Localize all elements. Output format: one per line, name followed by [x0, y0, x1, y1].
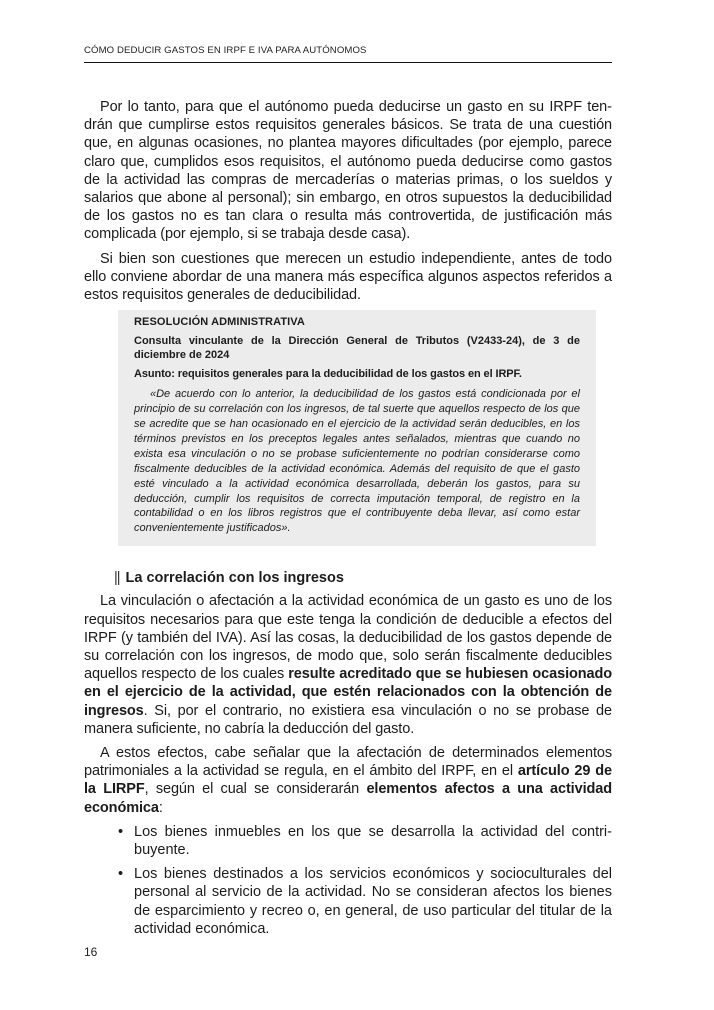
running-title: CÓMO DEDUCIR GASTOS EN IRPF E IVA PARA AUTÓNOMOS [84, 45, 367, 56]
paragraph-affected-elements [84, 744, 612, 817]
paragraph-correlation-text-1: La vinculación o afectación a la actividad económica de un gasto es uno de los requisitos necesarios para que este tenga la condición de deducible a efectos del IRPF (y también del IVA). Así las cosas, la deducibilidad de los gastos depende de su correlación con los ingresos, de modo que, solo serán fiscalmente deducibles aquellos respecto de los cuales [84, 593, 612, 683]
administrative-resolution-box [118, 310, 596, 546]
list-item-text: Los bienes inmuebles en los que se desarrolla la actividad del contribuyente. [134, 823, 612, 858]
resolution-subject: Asunto: requisitos generales para la deducibilidad de los gastos en el IRPF. [134, 368, 522, 381]
paragraph-affected-text-3: : [158, 799, 163, 816]
list-item [118, 865, 612, 938]
list-item [118, 823, 612, 859]
resolution-kicker: RESOLUCIÓN ADMINISTRATIVA [134, 316, 305, 329]
article-reference: artículo 29 de la LIRPF [84, 763, 612, 798]
page-number: 16 [84, 945, 98, 959]
section-heading [114, 570, 612, 586]
section-marker: || [114, 570, 120, 587]
bullet-dot: • [118, 823, 124, 840]
running-header [84, 45, 612, 63]
paragraph-affected-text-2: , según el cual se considerarán [144, 781, 367, 798]
paragraph-intro: Por lo tanto, para que el autónomo pueda deducirse un gasto en su IRPF tendrán que cumplirse estos requisitos generales básicos. Se trata de una cuestión que, en algunas ocasiones, no plantea mayores dificultades (por ejemplo, parece claro que, cumplidos esos requisitos, el autónomo pueda deducirse como gastos de la actividad las compras de mercaderías o materias primas, o los sueldos y salarios que abone al personal); sin embargo, en otros supuestos la deducibilidad de los gastos no es tan clara o resulta más controvertida, de justificación más complicada (por ejemplo, si se trabaja desde casa). [84, 99, 612, 243]
bullet-dot: • [118, 866, 124, 883]
paragraph-affected-text-1: A estos efectos, cabe señalar que la afectación de determinados elementos patrimoniales a la actividad se regula, en el ámbito del IRPF, en el [84, 744, 612, 780]
resolution-quote: «De acuerdo con lo anterior, la deducibilidad de los gastos está condicionada por el principio de su correlación con los ingresos, de tal suerte que aquellos respecto de los que se acredite que se han ocasionado en el ejercicio de la actividad serán deducibles, en los términos previstos en los preceptos legales antes señalados, mientras que cuando no exista esa vinculación o no se probase suficientemente no podrían considerarse como fiscalmente deducibles de la actividad económica. Además del requisito de que el gasto esté vinculado a la actividad económica desarrollada, deberán los gastos, para su deducción, cumplir los requisitos de correcta imputación temporal, de registro en la contabilidad o en los libros registros que el contribuyente deba llevar, así como estar convenientemente justificados». [134, 388, 580, 535]
affected-elements-list [84, 823, 612, 938]
paragraph-correlation-text-2: . Si, por el contrario, no existiera esa vinculación o no se probase de manera suficiente, no cabría la deducción del gasto. [84, 702, 612, 737]
page-content [84, 98, 612, 944]
affected-elements-term: elementos afectos a una actividad económica [84, 781, 612, 816]
paragraph-correlation-emphasis: resulte acreditado que se hubiesen ocasionado en el ejercicio de la actividad, que estén relacionados con la obtención de ingresos [84, 666, 612, 719]
paragraph-correlation [84, 592, 612, 738]
paragraph-transition: Si bien son cuestiones que merecen un estudio independiente, antes de todo ello conviene abordar de una manera más específica algunos aspectos referidos a estos requisitos generales de deducibilidad. [84, 250, 612, 304]
resolution-title: Consulta vinculante de la Dirección General de Tributos (V2433-24), de 3 de diciembre de 2024 [134, 335, 580, 362]
section-heading-text: La correlación con los ingresos [125, 570, 344, 587]
list-item-text: Los bienes destinados a los servicios económicos y socioculturales del personal al servicio de la actividad. No se consideran afectos los bienes de esparcimiento y recreo o, en general, de uso particular del titular de la actividad económica. [134, 866, 612, 937]
